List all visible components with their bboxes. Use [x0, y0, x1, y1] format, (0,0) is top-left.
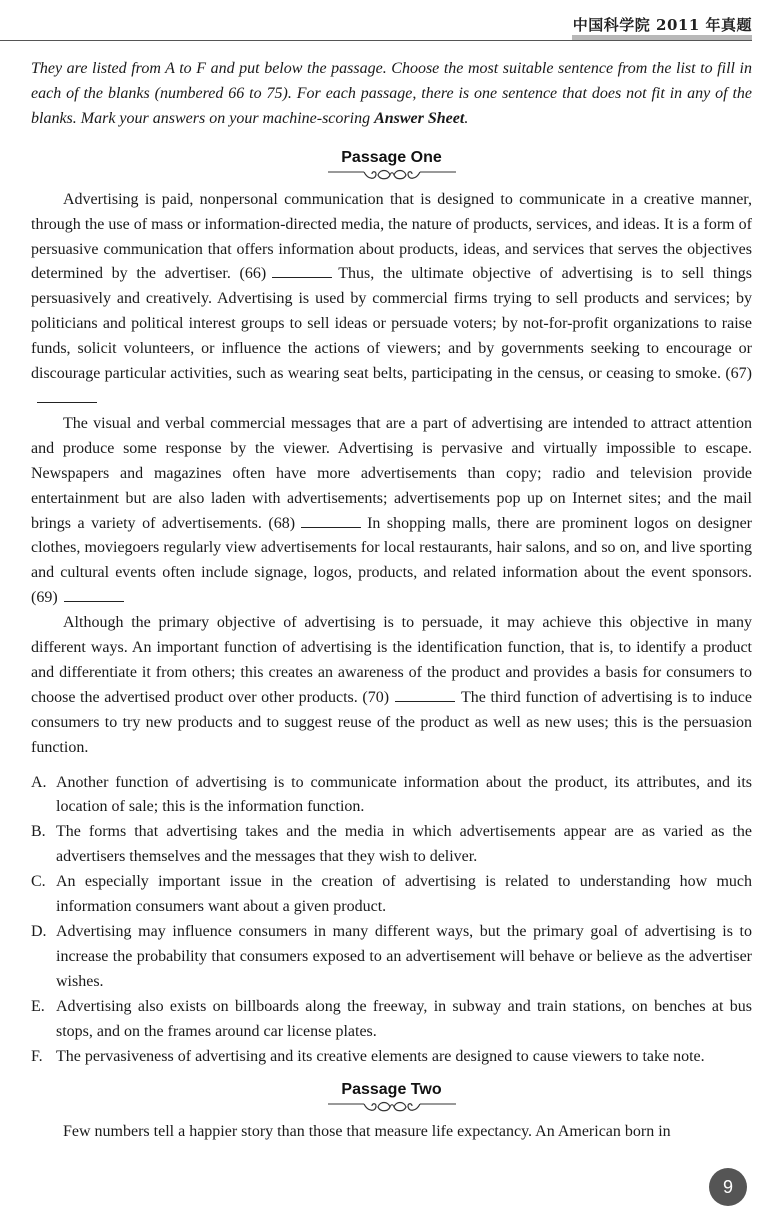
instructions-end: . [464, 109, 469, 127]
blank-66[interactable] [272, 263, 332, 278]
passage-one-heading [31, 149, 752, 182]
instructions-text: They are listed from A to F and put below the passage. Choose the most suitable sentence from the list to fill in each of the blanks (numbered 66 to 75). For each passage, there is one sentence that does not fit in any of the blanks. Mark your answers on your machine-scoring [31, 60, 752, 127]
passage-one-paragraph-1 [31, 188, 752, 412]
passage-two-paragraph-1: Few numbers tell a happier story than those that measure life expectancy. An American born in [63, 1123, 671, 1141]
option-text: Another function of advertising is to communicate information about the product, its attributes, and its location of sale; this is the information function. [56, 773, 752, 816]
passage-one-paragraph-2 [31, 412, 752, 611]
option-letter: A. [31, 773, 47, 791]
option-letter: F. [31, 1047, 43, 1065]
blank-69[interactable] [64, 587, 124, 602]
option-text: The pervasiveness of advertising and its creative elements are designed to cause viewers to take note. [56, 1047, 705, 1065]
passage-one-title: Passage One [341, 148, 442, 166]
option-f [31, 1045, 752, 1070]
ornament-divider-icon [328, 1100, 456, 1114]
blank-68[interactable] [301, 513, 361, 528]
option-text: Advertising may influence consumers in many different ways, but the primary goal of advertising is to increase the probability that consumers exposed to an advertisement will behave or believe as the advertiser wishes. [56, 923, 752, 990]
option-a [31, 771, 752, 821]
option-text: The forms that advertising takes and the media in which advertisements appear are as varied as the advertisers themselves and the messages that they wish to deliver. [56, 823, 752, 866]
blank-70[interactable] [395, 687, 455, 702]
paragraph-text: The visual and verbal commercial messages that are a part of advertising are intended to attract attention and produce some response by the viewer. Advertising is pervasive and virtually impossible to escape. Newspapers and magazines often have more advertisements than copy; radio and television provide entertainment but are also laden with advertisements; advertisements pop up on Internet sites; and the mail brings a variety of advertisements. (68) [31, 414, 752, 532]
paragraph-text: In shopping malls, there are prominent logos on designer clothes, moviegoers regularly view advertisements for local restaurants, hair salons, and so on, and live sporting and cultural events often include signage, logos, products, and related information about the event sponsors. (69) [31, 514, 752, 607]
option-d [31, 920, 752, 995]
instructions [31, 57, 752, 132]
passage-two-heading [31, 1081, 752, 1114]
passage-two-title: Passage Two [341, 1081, 442, 1099]
option-text: An especially important issue in the creation of advertising is related to understanding how much information consumers want about a given product. [56, 873, 752, 916]
option-e [31, 995, 752, 1045]
page-number-badge: 9 [709, 1168, 747, 1206]
running-header-title: 中国科学院 2011 年真题 [572, 16, 752, 34]
paragraph-text: Although the primary objective of advertising is to persuade, it may achieve this objective in many different ways. An important function of advertising is the identification function, that is, to identify a product and differentiate it from others; this creates an awareness of the product and provides a basis for consumers to choose the advertised product over other products. (70) [31, 614, 752, 706]
blank-67[interactable] [37, 388, 97, 403]
option-letter: C. [31, 873, 46, 891]
paragraph-text: Advertising is paid, nonpersonal communication that is designed to communicate in a creative manner, through the use of mass or information-directed media, the nature of products, services, and ideas. It is a form of persuasive communication that offers information about products, ideas, and services that serves the objectives determined by the advertiser. (66) [31, 190, 752, 283]
option-letter: D. [31, 923, 47, 940]
option-c [31, 870, 752, 920]
header-rule [0, 40, 752, 41]
option-b [31, 820, 752, 870]
option-text: Advertising also exists on billboards along the freeway, in subway and train stations, on benches at bus stops, and on the frames around car license plates. [56, 997, 752, 1040]
ornament-divider-icon [328, 168, 456, 182]
paragraph-text: The third function of advertising is to induce consumers to try new products and to suggest reuse of the product as well as new uses; this is the persuasion function. [31, 688, 752, 756]
page-content [31, 57, 752, 1145]
paragraph-text: Thus, the ultimate objective of advertising is to sell things persuasively and creatively. Advertising is used by commercial firms trying to sell products and services; by politicians and political interest groups to sell ideas or persuade voters; by not-for-profit organizations to raise funds, solicit volunteers, or influence the actions of viewers; and by governments seeking to encourage or discourage particular activities, such as wearing seat belts, participating in the census, or ceasing to smoke. (67) [31, 265, 752, 383]
option-letter: B. [31, 823, 46, 841]
answer-options-list [31, 771, 752, 1070]
answer-sheet-emphasis: Answer Sheet [374, 109, 465, 127]
option-letter: E. [31, 997, 45, 1015]
passage-one-paragraph-3 [31, 611, 752, 760]
